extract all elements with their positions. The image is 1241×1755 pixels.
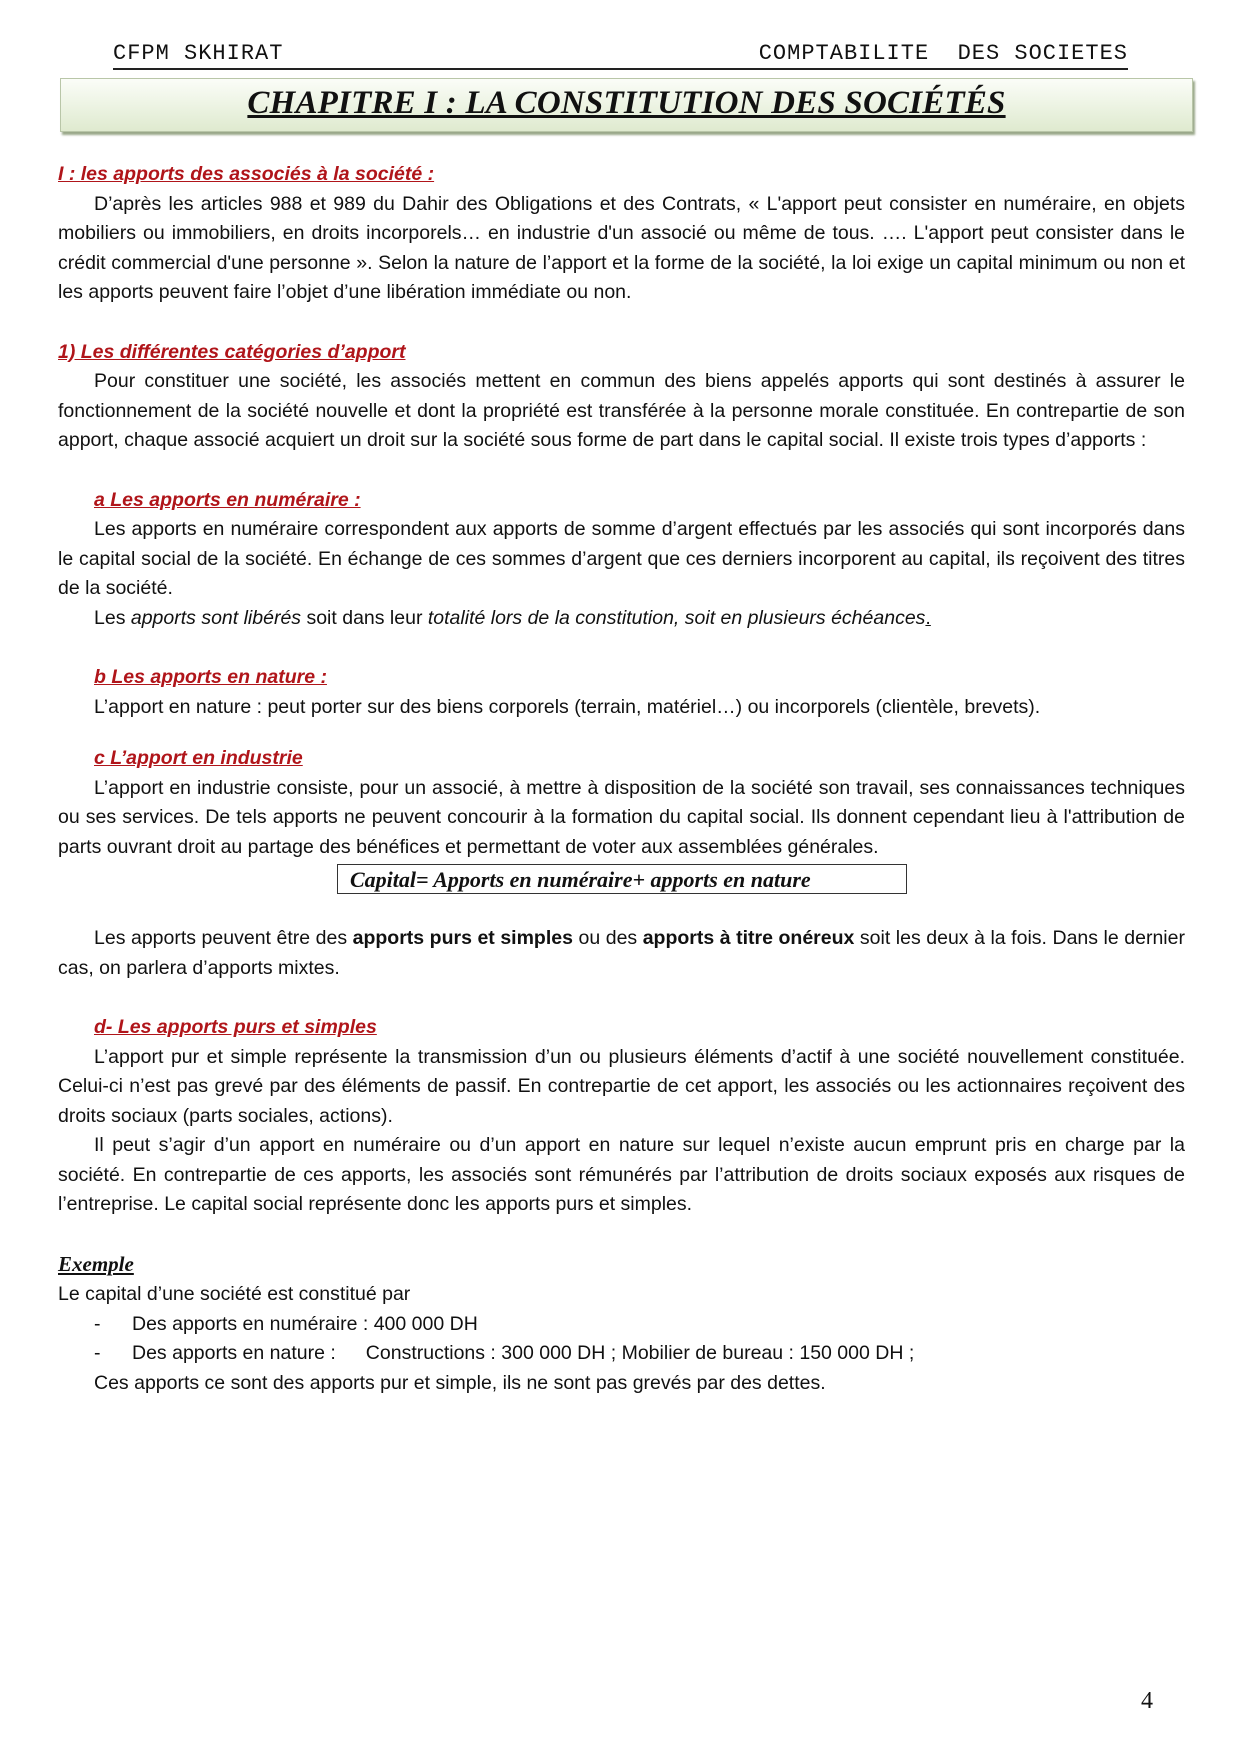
paragraph-apports: D’après les articles 988 et 989 du Dahir des Obligations et des Contrats, « L'apport peut consister en numéraire, en objets mobiliers ou immobiliers, en droits incorporels… en industrie d'un associé ou même de tous. …. L'apport peut consister dans le crédit commercial d'une personne ». Selon la nature de l’apport et la forme de la société, la loi exige un capital minimum ou non et les apports peuvent faire l’objet d’une libération immédiate ou non. [58, 192, 1185, 303]
bold-term-purs-simples: apports purs et simples [352, 927, 573, 949]
italic-span: totalité lors de la constitution, soit en plusieurs échéances [427, 606, 926, 629]
subheading-nature: b Les apports en nature : [94, 666, 327, 688]
subheading-numeraire: a Les apports en numéraire : [94, 488, 361, 511]
paragraph-purs-simples-1: L’apport pur et simple représente la transmission d’un ou plusieurs éléments d’actif à une société nouvellement constituée. Celui-ci n’est pas grevé par des éléments de passif. En contrepartie de cet apport, les associés ou les actionnaires reçoivent des droits sociaux (parts sociales, actions). [58, 1045, 1185, 1127]
subheading-industrie: c L’apport en industrie [94, 747, 303, 769]
text-span: soit les deux à la fois. Dans le dernier cas, on parlera d’apports mixtes. [58, 927, 1185, 979]
example-intro: Le capital d’une société est constitué par [58, 1283, 411, 1305]
item-text: Des apports en nature : [132, 1342, 336, 1364]
spacer [58, 633, 1185, 663]
paragraph-purs-simples-2: Il peut s’agir d’un apport en numéraire ou d’un apport en nature sur lequel n’existe aucun emprunt pris en charge par la société. En contrepartie de ces apports, les associés sont rémunérés par l’attribution de droits sociaux exposés aux risques de l’entreprise. Le capital social représente donc les apports purs et simples. [58, 1134, 1185, 1215]
bullet-dash: - [94, 1312, 101, 1335]
example-item-numeraire [58, 1310, 1185, 1340]
bullet-dash: - [94, 1342, 101, 1364]
example-heading [58, 1250, 1185, 1281]
example-item-nature [58, 1339, 1185, 1369]
item-text: Constructions : 300 000 DH ; Mobilier de bureau : 150 000 DH ; [365, 1342, 915, 1364]
spacer [58, 308, 1185, 338]
page-number: 4 [1141, 1688, 1153, 1714]
spacer [58, 983, 1185, 1013]
paragraph-liberation [58, 604, 1185, 634]
chapter-banner [60, 78, 1193, 132]
text-span: soit dans leur [301, 606, 428, 629]
text-span: Les apports peuvent être des [94, 927, 353, 949]
section-heading-apports: I : les apports des associés à la société : [58, 163, 435, 185]
underlined-period: . [925, 606, 931, 629]
text-span: ou des [572, 927, 643, 949]
subheading-purs-simples: d- Les apports purs et simples [94, 1016, 377, 1038]
header-institution: CFPM SKHIRAT [113, 41, 284, 66]
example-conclusion: Ces apports ce sont des apports pur et simple, ils ne sont pas grevés par des dettes. [94, 1371, 826, 1394]
paragraph-apports-mixtes [58, 924, 1185, 983]
section-heading-categories: 1) Les différentes catégories d’apport [58, 340, 406, 363]
header-course: COMPTABILITE DES SOCIETES [758, 41, 1128, 66]
spacer [58, 456, 1185, 486]
example-title: Exemple [58, 1251, 134, 1276]
document-body [58, 160, 1185, 1398]
paragraph-categories: Pour constituer une société, les associés mettent en commun des biens appelés apports qui sont destinés à assurer le fonctionnement de la société nouvelle et dont la propriété est transférée à la personne morale constituée. En contrepartie de son apport, chaque associé acquiert un droit sur la société sous forme de part dans le capital social. Il existe trois types d’apports : [58, 370, 1185, 451]
italic-span: apports sont libérés [130, 606, 302, 629]
paragraph-nature: L’apport en nature : peut porter sur des biens corporels (terrain, matériel…) ou incorporels (clientèle, brevets). [94, 695, 1041, 718]
spacer [58, 894, 1185, 924]
item-text: Des apports en numéraire : 400 000 DH [132, 1312, 478, 1335]
spacer [58, 722, 1185, 744]
capital-formula-box: Capital= Apports en numéraire+ apports en nature [337, 864, 907, 894]
paragraph-industrie: L’apport en industrie consiste, pour un associé, à mettre à disposition de la société son travail, ses connaissances techniques ou ses services. De tels apports ne peuvent concourir à la formation du capital social. Ils donnent cependant lieu à l'attribution de parts ouvrant droit au partage des bénéfices et permettant de voter aux assemblées générales. [58, 776, 1185, 858]
running-header [113, 40, 1128, 70]
chapter-title: CHAPITRE I : LA CONSTITUTION DES SOCIÉTÉS [247, 85, 1006, 121]
spacer [58, 1220, 1185, 1250]
text-span: Les [94, 606, 131, 629]
bold-term-onereux: apports à titre onéreux [642, 927, 855, 949]
paragraph-numeraire: Les apports en numéraire correspondent aux apports de somme d’argent effectués par les associés qui sont incorporés dans le capital social de la société. En échange de ces sommes d’argent que ces derniers incorporent au capital, ils reçoivent des titres de la société. [58, 518, 1185, 599]
